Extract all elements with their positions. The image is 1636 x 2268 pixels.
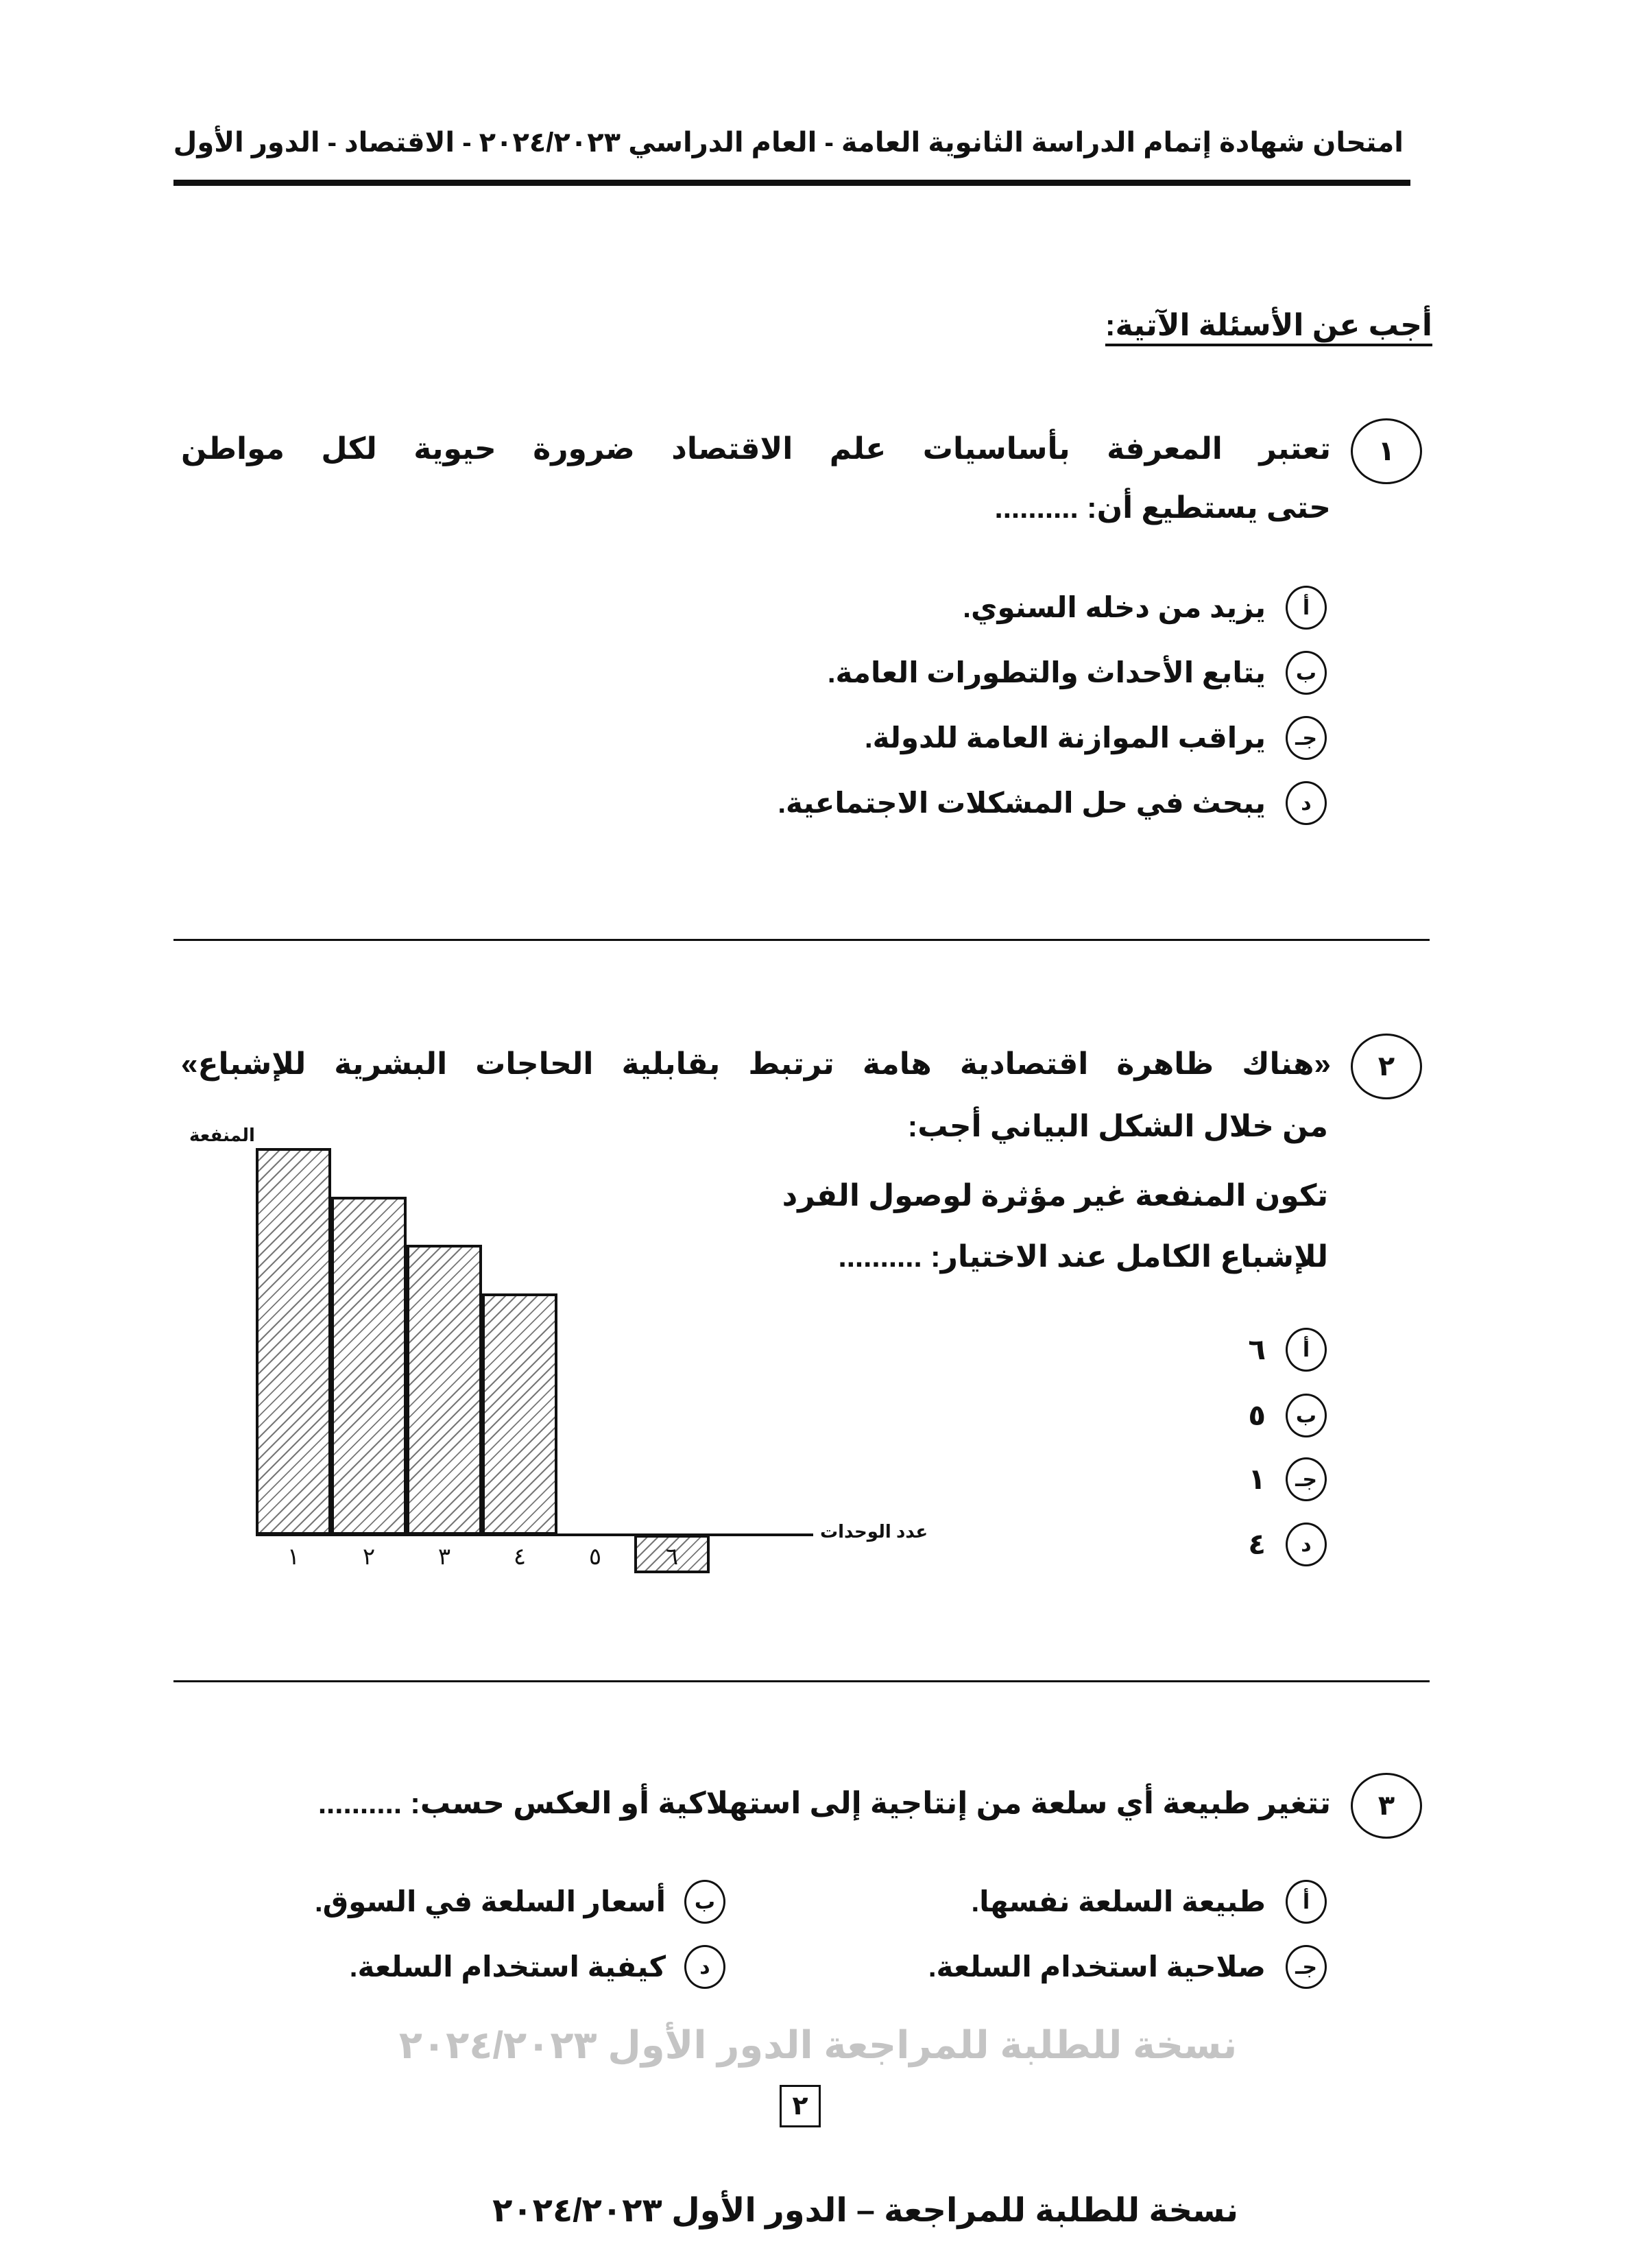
option-letter-q1-b[interactable]: ب (1286, 651, 1327, 695)
chart-bar-2 (331, 1197, 407, 1536)
option-text-q1-a[interactable]: يزيد من دخله السنوي. (963, 591, 1266, 623)
question-1-line-1: تعتبر المعرفة بأساسيات علم الاقتصاد ضرورة حيوية لكل مواطن (181, 432, 1331, 466)
option-letter-q3-a[interactable]: أ (1286, 1880, 1327, 1924)
option-text-q1-b[interactable]: يتابع الأحداث والتطورات العامة. (827, 656, 1266, 689)
x-tick-label: ٣ (437, 1544, 451, 1570)
question-3-line-1: تتغير طبيعة أي سلعة من إنتاجية إلى استهلاكية أو العكس حسب: .......... (317, 1787, 1331, 1820)
option-letter-q3-b[interactable]: ب (684, 1880, 725, 1924)
option-letter-q1-d[interactable]: د (1286, 781, 1327, 825)
option-text-q2-c[interactable]: ١ (1248, 1463, 1266, 1495)
option-letter-q3-d[interactable]: د (684, 1945, 725, 1989)
x-tick-label: ٦ (665, 1544, 679, 1570)
question-number-3: ٣ (1351, 1773, 1422, 1839)
chart-bar-1 (256, 1148, 331, 1535)
option-text-q3-d[interactable]: كيفية استخدام السلعة. (349, 1950, 666, 1983)
question-2-line-4: للإشباع الكامل عند الاختيار: .......... (838, 1240, 1328, 1274)
x-tick-label: ١ (287, 1544, 300, 1570)
option-text-q3-b[interactable]: أسعار السلعة في السوق. (314, 1885, 666, 1918)
exam-header (173, 126, 1404, 159)
exam-header-title: امتحان شهادة إتمام الدراسة الثانوية العامة - العام الدراسي ٢٠٢٤/٢٠٢٣ - الاقتصاد - الدور الأول (173, 128, 1404, 158)
option-text-q3-c[interactable]: صلاحية استخدام السلعة. (928, 1950, 1266, 1983)
question-2-line-2: من خلال الشكل البياني أجب: (907, 1110, 1328, 1143)
option-letter-q1-a[interactable]: أ (1286, 586, 1327, 630)
x-tick-label: ٤ (513, 1544, 527, 1570)
option-letter-q2-a[interactable]: أ (1286, 1328, 1327, 1372)
option-text-q2-a[interactable]: ٦ (1248, 1333, 1266, 1365)
option-letter-q1-c[interactable]: جـ (1286, 716, 1327, 760)
instructions-heading: أجب عن الأسئلة الآتية: (1105, 309, 1432, 342)
x-tick-label: ٢ (362, 1544, 376, 1570)
option-text-q1-d[interactable]: يبحث في حل المشكلات الاجتماعية. (778, 787, 1266, 819)
x-axis-label: عدد الوحدات (820, 1521, 928, 1542)
option-letter-q2-b[interactable]: ب (1286, 1394, 1327, 1437)
section-divider (173, 1680, 1430, 1682)
footer-text: نسخة للطلبة للمراجعة – الدور الأول ٢٠٢٤/٢٠٢٣ (492, 2193, 1238, 2229)
option-text-q2-b[interactable]: ٥ (1248, 1399, 1266, 1431)
header-rule (173, 180, 1410, 186)
option-text-q1-c[interactable]: يراقب الموازنة العامة للدولة. (864, 721, 1266, 754)
question-number-1: ١ (1351, 418, 1422, 484)
option-letter-q3-c[interactable]: جـ (1286, 1945, 1327, 1989)
y-axis-label: المنفعة (189, 1125, 255, 1145)
option-text-q2-d[interactable]: ٤ (1248, 1528, 1266, 1560)
question-2-line-3: تكون المنفعة غير مؤثرة لوصول الفرد (782, 1179, 1328, 1213)
question-1-line-2: حتى يستطيع أن: .......... (994, 491, 1331, 525)
page-number: ٢ (780, 2085, 821, 2127)
section-divider (173, 939, 1430, 941)
question-2-line-1: «هناك ظاهرة اقتصادية هامة ترتبط بقابلية الحاجات البشرية للإشباع» (181, 1047, 1331, 1081)
option-letter-q2-d[interactable]: د (1286, 1523, 1327, 1566)
chart-bar-4 (482, 1293, 557, 1536)
option-letter-q2-c[interactable]: جـ (1286, 1457, 1327, 1501)
chart-bar-3 (407, 1245, 482, 1535)
watermark-text: نسخة للطلبة للمراجعة الدور الأول ٢٠٢٤/٢٠٢٣ (398, 2023, 1238, 2066)
question-number-2: ٢ (1351, 1034, 1422, 1099)
x-tick-label: ٥ (588, 1544, 602, 1570)
option-text-q3-a[interactable]: طبيعة السلعة نفسها. (971, 1885, 1266, 1918)
